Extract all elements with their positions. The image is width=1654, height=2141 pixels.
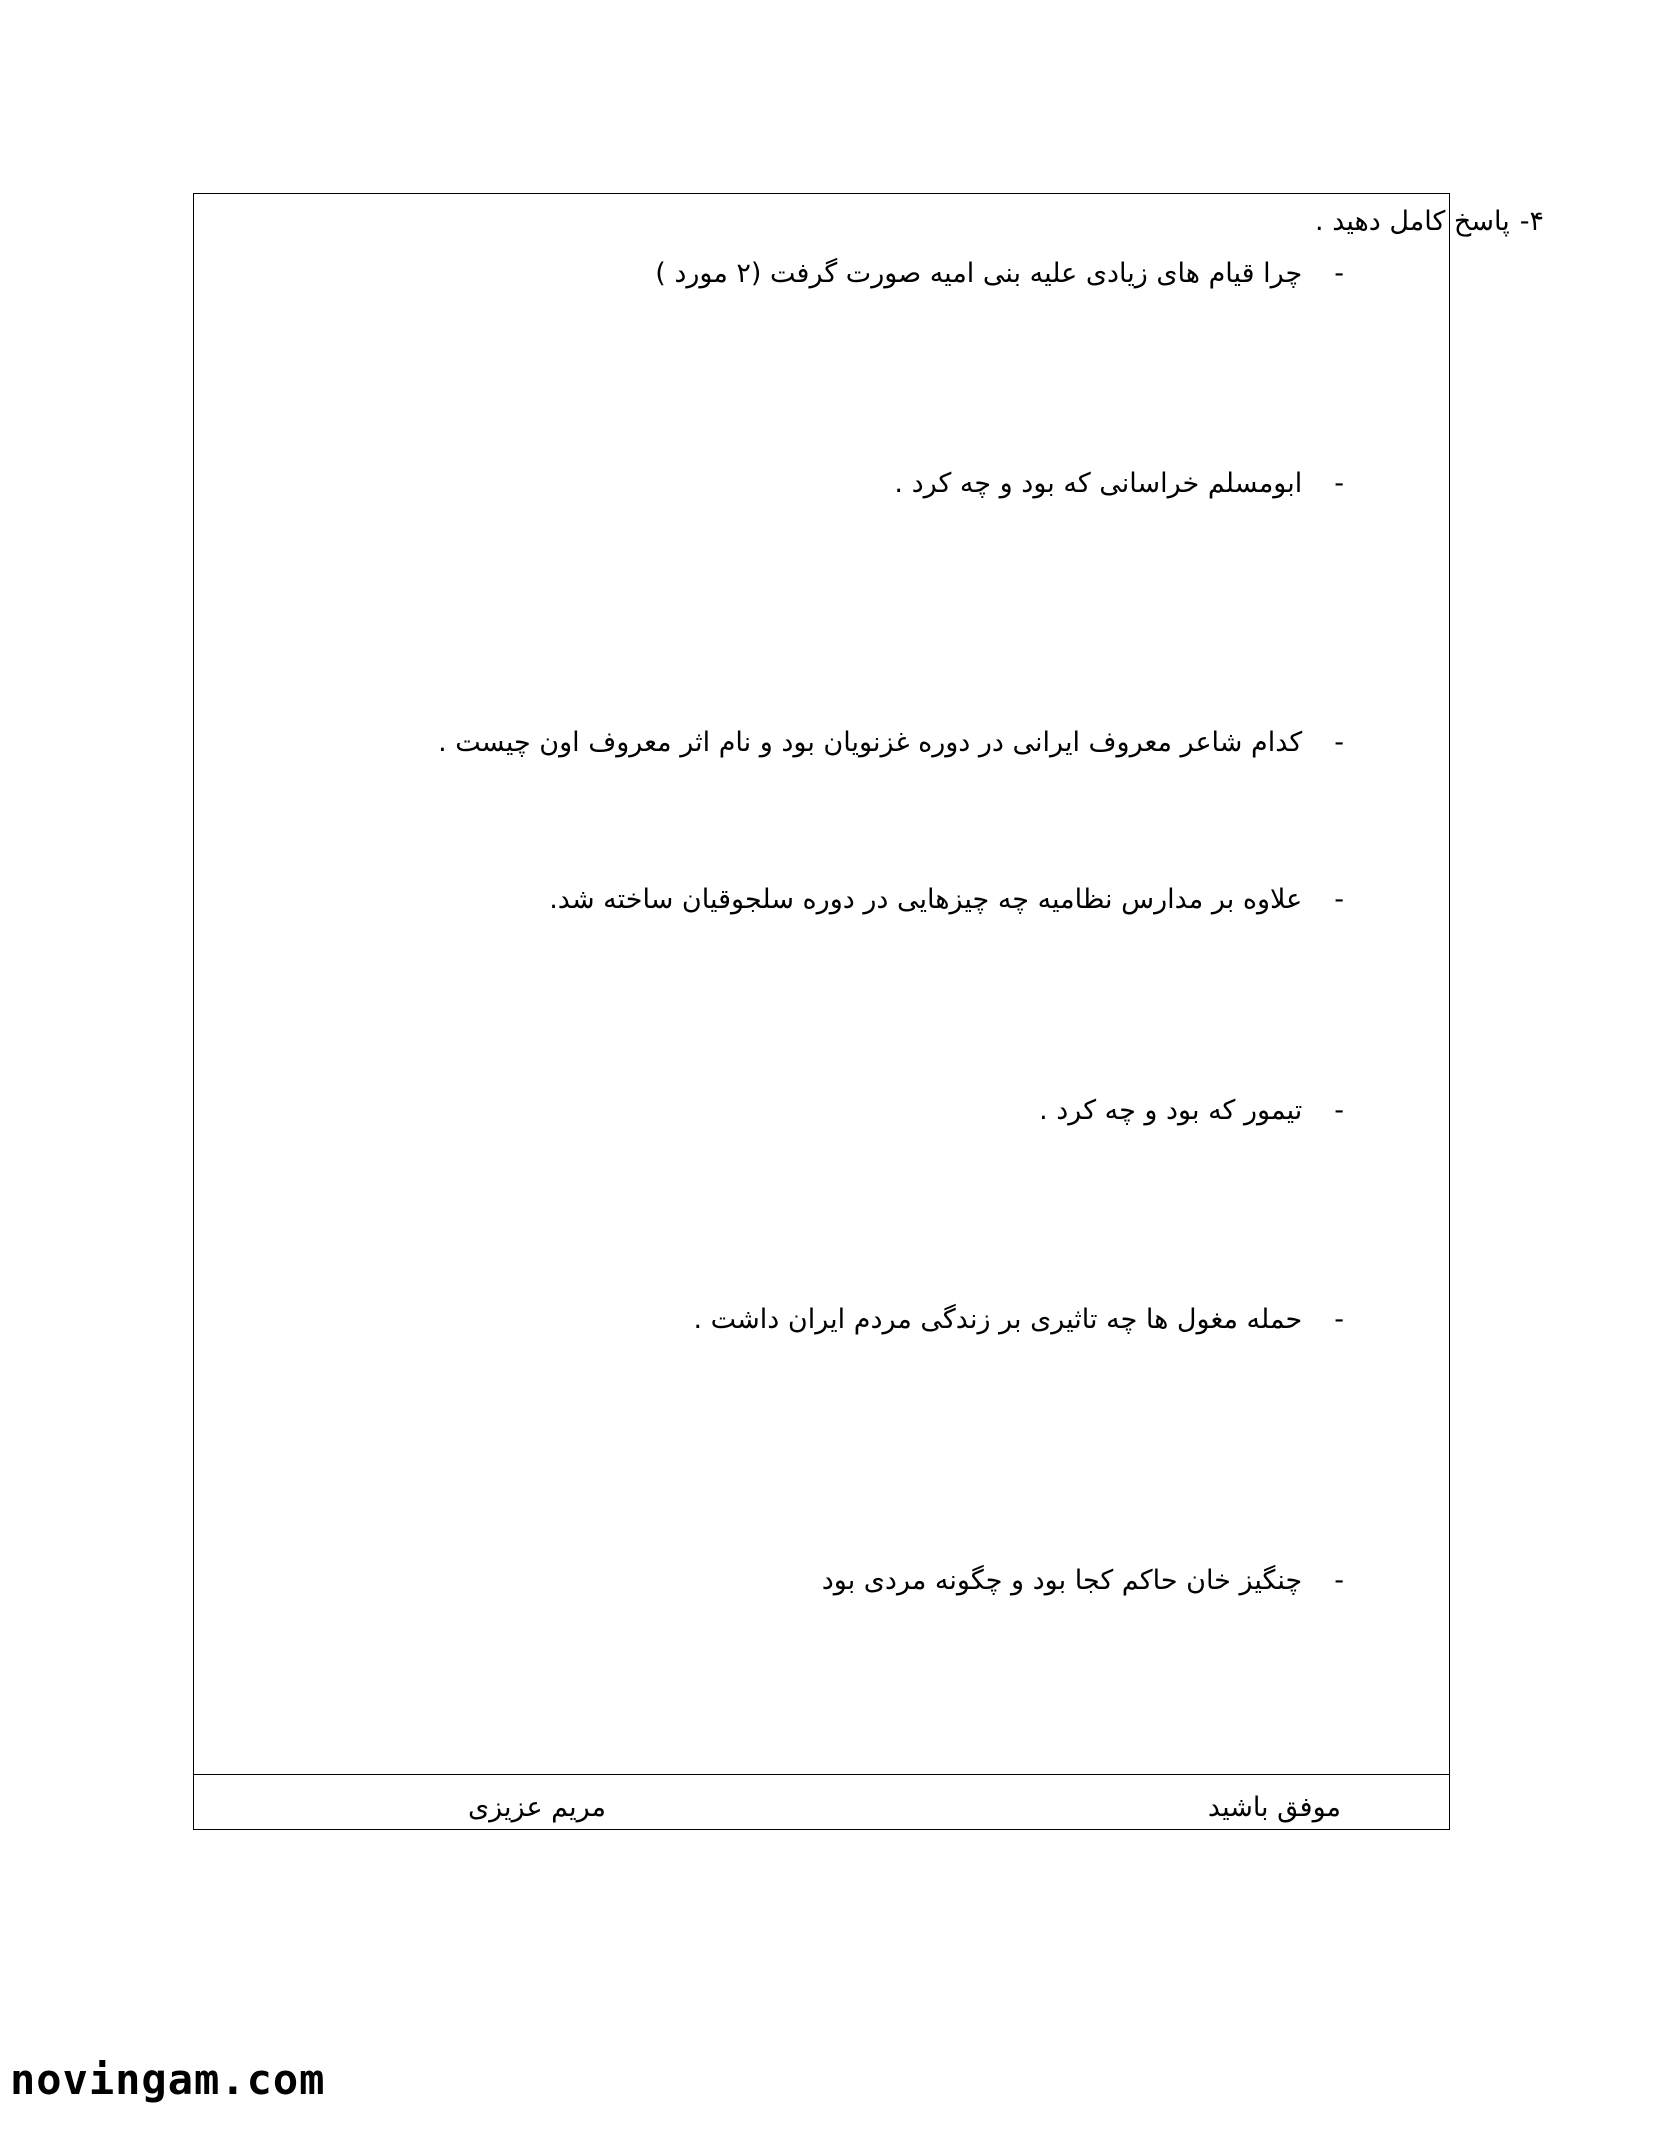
footer-teacher-name: مریم عزیزی	[468, 1792, 606, 1823]
question-text: چرا قیام های زیادی علیه بنی امیه صورت گرفت (۲ مورد )	[655, 258, 1303, 289]
section-heading	[1315, 204, 1544, 240]
question-text: ابومسلم خراسانی که بود و چه کرد .	[894, 468, 1303, 499]
question-item	[549, 882, 1344, 918]
bullet-dash: -	[1334, 884, 1344, 915]
bullet-dash: -	[1334, 1095, 1344, 1126]
question-text: علاوه بر مدارس نظامیه چه چیزهایی در دوره سلجوقیان ساخته شد.	[549, 884, 1303, 915]
question-text: حمله مغول ها چه تاثیری بر زندگی مردم ایران داشت .	[693, 1304, 1303, 1335]
bullet-dash: -	[1334, 1565, 1344, 1596]
watermark: novingam.com	[10, 2055, 326, 2104]
bullet-dash: -	[1334, 727, 1344, 758]
question-item	[894, 466, 1344, 502]
question-item	[1039, 1093, 1344, 1129]
bullet-dash: -	[1334, 1304, 1344, 1335]
section-number: ۴-	[1519, 206, 1544, 237]
footer-good-luck: موفق باشید	[1207, 1792, 1341, 1823]
question-text: چنگیز خان حاکم کجا بود و چگونه مردی بود	[821, 1565, 1303, 1596]
question-item	[655, 256, 1344, 292]
bullet-dash: -	[1334, 468, 1344, 499]
footer-divider	[194, 1774, 1449, 1775]
question-text: کدام شاعر معروف ایرانی در دوره غزنویان بود و نام اثر معروف اون چیست .	[438, 727, 1303, 758]
question-text: تیمور که بود و چه کرد .	[1039, 1095, 1303, 1126]
section-title: پاسخ کامل دهید .	[1315, 206, 1510, 237]
bullet-dash: -	[1334, 258, 1344, 289]
question-item	[694, 1302, 1345, 1338]
question-item	[822, 1563, 1344, 1599]
question-item	[438, 725, 1344, 761]
